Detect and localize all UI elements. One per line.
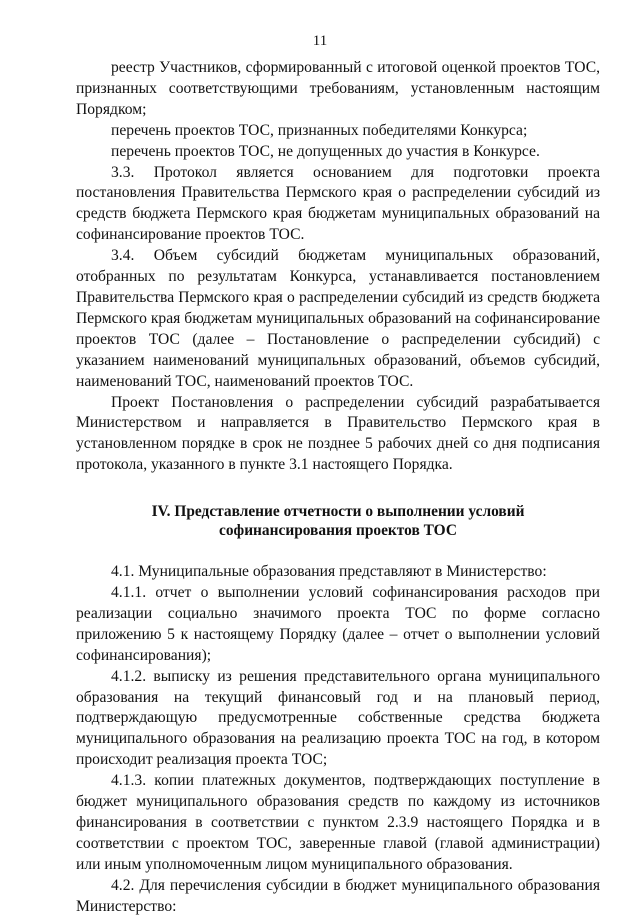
section-heading-line-1: IV. Представление отчетности о выполнении условий	[151, 503, 525, 521]
paragraph: Проект Постановления о распределении субсидий разрабатывается Министерством и направляется в Правительство Пермского края в установленном порядке в срок не позднее 5 рабочих дней со дня подписания протокола, указанного в пункте 3.1 настоящего Порядка.	[76, 393, 600, 474]
paragraph: 4.1.1. отчет о выполнении условий софинансирования расходов при реализации социально значимого проекта ТОС по форме согласно приложению 5 к настоящему Порядку (далее – отчет о выполнении условий софинансирования);	[76, 584, 600, 664]
paragraph: 4.1.3. копии платежных документов, подтверждающих поступление в бюджет муниципального образования средств по каждому из источников финансирования в соответствии с пунктом 2.3.9 настоящего Порядка и в соответствии с проектом ТОС, заверенные главой (главой администрации) или иным уполномоченным лицом муниципального образования.	[76, 772, 600, 873]
section-heading-line-2: софинансирования проектов ТОС	[219, 522, 457, 540]
paragraph: 3.3. Протокол является основанием для подготовки проекта постановления Правительства Пермского края о распределении субсидий из средств бюджета Пермского края бюджетам муниципальных образований на софинансирование проектов ТОС.	[76, 163, 600, 244]
paragraph: 4.1.2. выписку из решения представительного органа муниципального образования на текущий финансовый год и на плановый период, подтверждающую предусмотренные собственные средства бюджета муниципального образования на реализацию проекта ТОС на год, в котором происходит реализация проекта ТОС;	[76, 667, 600, 769]
paragraph: 3.4. Объем субсидий бюджетам муниципальных образований, отобранных по результатам Конкурса, устанавливается постановлением Правительства Пермского края о распределении субсидий из средств бюджета Пермского края бюджетам муниципальных образований на софинансирование проектов ТОС (далее – Постановление о распределении субсидий) с указанием наименований муниципальных образований, объемов субсидий, наименований ТОС, наименований проектов ТОС.	[76, 247, 600, 390]
section-iv-body	[76, 562, 600, 917]
paragraph: 4.1. Муниципальные образования представляют в Министерство:	[111, 563, 547, 581]
document-body	[76, 58, 600, 918]
page-number: 11	[312, 33, 328, 49]
paragraph: перечень проектов ТОС, признанных победителями Конкурса;	[111, 121, 528, 139]
paragraph: 4.2. Для перечисления субсидии в бюджет муниципального образования Министерство:	[76, 876, 600, 915]
paragraph: реестр Участников, сформированный с итоговой оценкой проектов ТОС, признанных соответствующими требованиям, установленным настоящим Порядком;	[76, 59, 600, 118]
section-iii-continuation	[76, 58, 600, 476]
section-heading	[76, 502, 600, 540]
paragraph: перечень проектов ТОС, не допущенных до участия в Конкурсе.	[111, 142, 540, 160]
